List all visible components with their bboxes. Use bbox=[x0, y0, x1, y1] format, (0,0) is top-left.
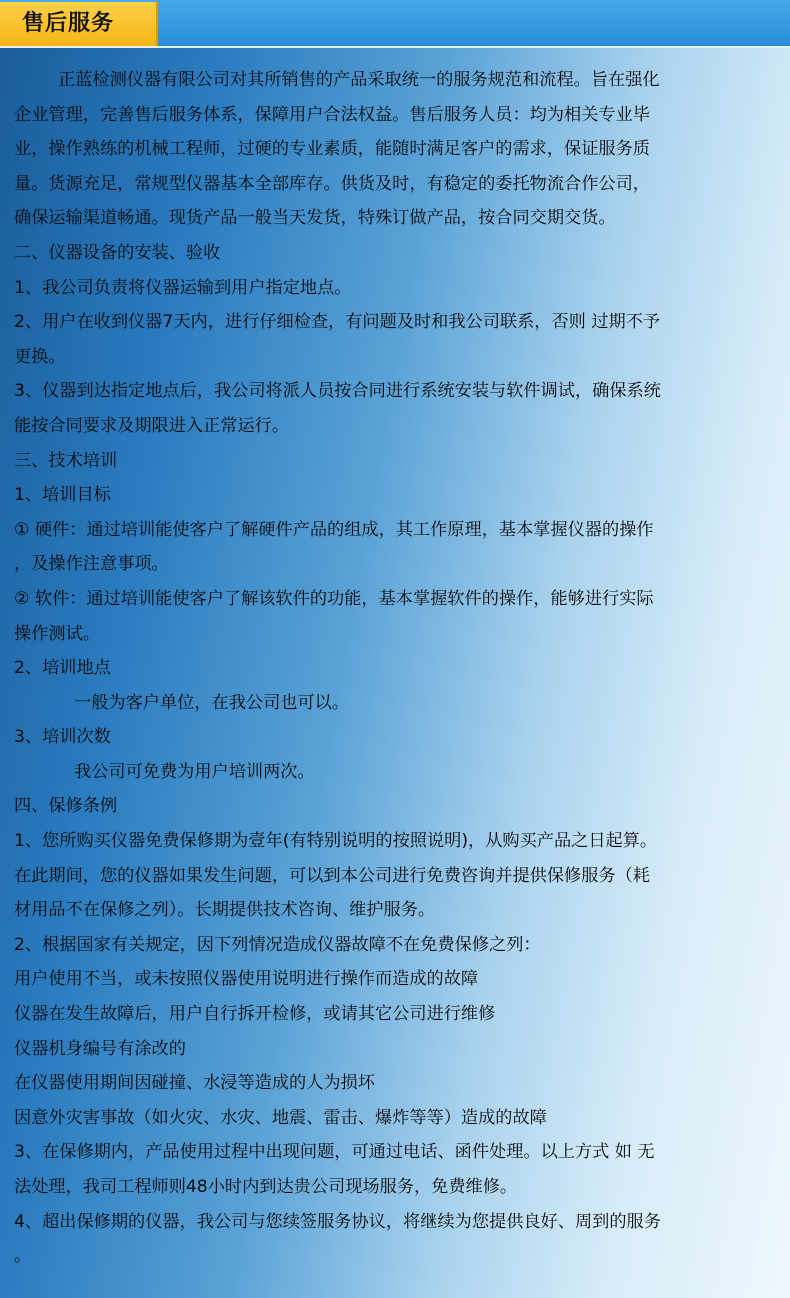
text-line: 。 bbox=[14, 1246, 32, 1267]
text-line: 因意外灾害事故（如火灾、水灾、地震、雷击、爆炸等等）造成的故障 bbox=[14, 1107, 547, 1128]
text-line: 一般为客户单位，在我公司也可以。 bbox=[74, 692, 350, 713]
text-line: ① 硬件：通过培训能使客户了解硬件产品的组成，其工作原理，基本掌握仪器的操作 bbox=[14, 519, 654, 540]
text-line: 3、在保修期内，产品使用过程中出现问题，可通过电话、函件处理。以上方式 如 无 bbox=[14, 1142, 655, 1163]
text-line: 企业管理，完善售后服务体系，保障用户合法权益。售后服务人员：均为相关专业毕 bbox=[14, 104, 650, 125]
text-line: 2、根据国家有关规定，因下列情况造成仪器故障不在免费保修之列： bbox=[14, 934, 541, 955]
text-line: 操作测试。 bbox=[14, 623, 100, 644]
page-title: 售后服务 bbox=[22, 11, 115, 36]
text-line: 确保运输渠道畅通。现货产品一般当天发货，特殊订做产品，按合同交期交货。 bbox=[14, 208, 616, 229]
text-line: 业，操作熟练的机械工程师，过硬的专业素质，能随时满足客户的需求，保证服务质 bbox=[14, 139, 650, 160]
text-line: 法处理，我司工程师则48小时内到达贵公司现场服务，免费维修。 bbox=[14, 1177, 518, 1197]
text-line: 1、您所购买仪器免费保修期为壹年(有特别说明的按照说明)，从购买产品之日起算。 bbox=[14, 831, 658, 852]
text-line: 3、仪器到达指定地点后，我公司将派人员按合同进行系统安装与软件调试，确保系统 bbox=[14, 381, 661, 402]
text-line: 更换。 bbox=[14, 346, 66, 367]
text-line: 1、培训目标 bbox=[14, 485, 111, 506]
text-line: 仪器在发生故障后，用户自行拆开检修，或请其它公司进行维修 bbox=[14, 1004, 496, 1025]
header-bar bbox=[0, 0, 790, 48]
text-line: 能按合同要求及期限进入正常运行。 bbox=[14, 415, 290, 436]
text-line: 2、用户在收到仪器7天内，进行仔细检查，有问题及时和我公司联系，否则 过期不予 bbox=[14, 312, 661, 333]
text-line: 3、培训次数 bbox=[14, 727, 111, 748]
text-line: 在此期间，您的仪器如果发生问题，可以到本公司进行免费咨询并提供保修服务（耗 bbox=[14, 865, 650, 886]
section-heading-installation: 二、仪器设备的安装、验收 bbox=[14, 242, 221, 263]
text-line: 1、我公司负责将仪器运输到用户指定地点。 bbox=[14, 277, 352, 298]
text-line: 4、超出保修期的仪器，我公司与您续签服务协议，将继续为您提供良好、周到的服务 bbox=[14, 1211, 661, 1232]
section-heading-warranty: 四、保修条例 bbox=[14, 796, 118, 817]
text-line: 用户使用不当，或未按照仪器使用说明进行操作而造成的故障 bbox=[14, 969, 479, 990]
text-line: ② 软件：通过培训能使客户了解该软件的功能，基本掌握软件的操作，能够进行实际 bbox=[14, 588, 654, 609]
text-line: 仪器机身编号有涂改的 bbox=[14, 1038, 186, 1059]
title-tab bbox=[0, 2, 158, 46]
text-line: 我公司可免费为用户培训两次。 bbox=[74, 761, 315, 782]
text-line: 正蓝检测仪器有限公司对其所销售的产品采取统一的服务规范和流程。旨在强化 bbox=[58, 70, 660, 90]
text-line: 量。货源充足，常规型仪器基本全部库存。供货及时，有稳定的委托物流合作公司， bbox=[14, 173, 650, 194]
text-line: 材用品不在保修之列）。长期提供技术咨询、维护服务。 bbox=[14, 900, 436, 921]
text-line: ，及操作注意事项。 bbox=[14, 554, 169, 575]
service-text-body bbox=[14, 63, 776, 1274]
text-line: 在仪器使用期间因碰撞、水浸等造成的人为损坏 bbox=[14, 1073, 375, 1094]
section-heading-training: 三、技术培训 bbox=[14, 450, 118, 471]
text-line: 2、培训地点 bbox=[14, 658, 111, 679]
